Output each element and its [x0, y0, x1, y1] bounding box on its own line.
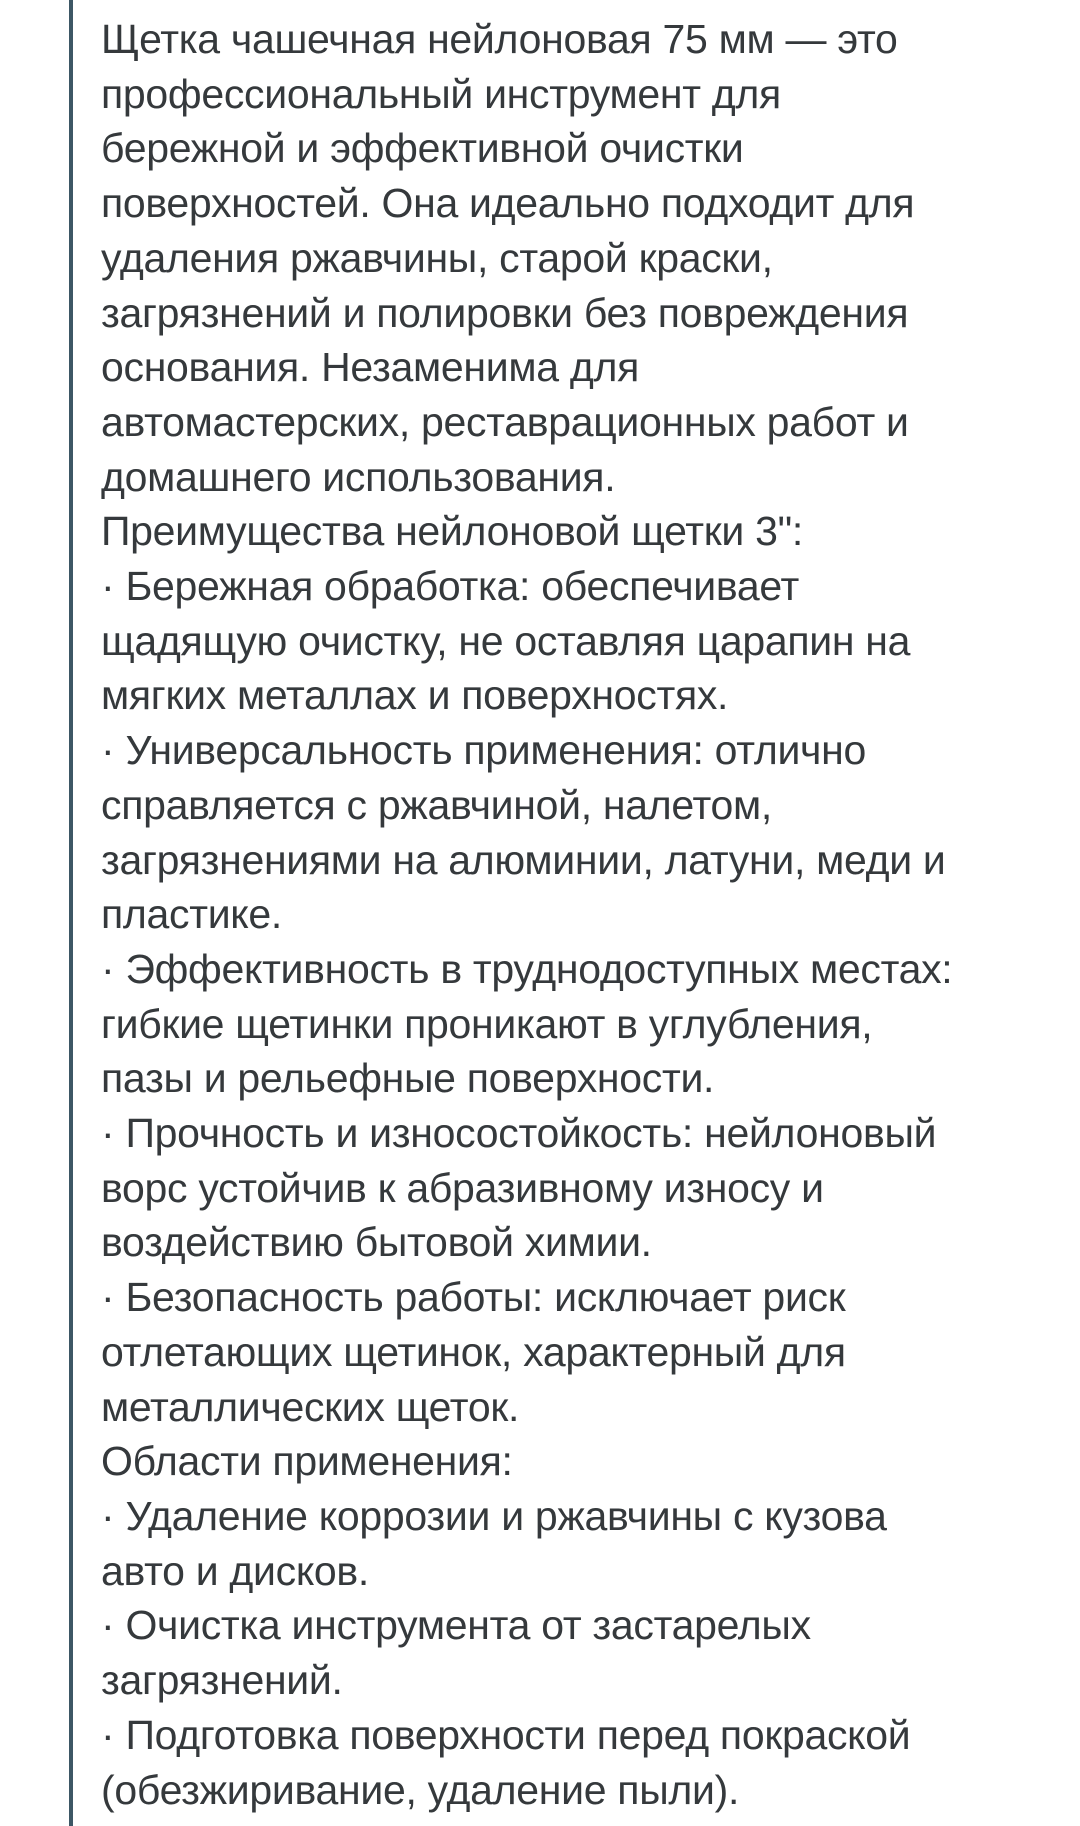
description-text-line: · Очистка инструмента от застарелых	[101, 1602, 811, 1649]
description-text-line: Области применения:	[101, 1438, 513, 1485]
product-description	[101, 0, 1060, 1817]
description-text-line: бережной и эффективной очистки	[101, 125, 744, 172]
description-text-line: ворс устойчив к абразивному износу и	[101, 1164, 824, 1211]
description-text-line: металлических щеток.	[101, 1383, 520, 1430]
description-text-line: пазы и рельефные поверхности.	[101, 1055, 715, 1102]
description-text-line: · Удаление коррозии и ржавчины с кузова	[101, 1492, 887, 1539]
description-text-line: отлетающих щетинок, характерный для	[101, 1328, 846, 1375]
description-text-line: домашнего использования.	[101, 453, 616, 500]
description-text-line: (обезжиривание, удаление пыли).	[101, 1766, 740, 1813]
description-text-line: воздействию бытовой химии.	[101, 1219, 652, 1266]
description-text-line: поверхностей. Она идеально подходит для	[101, 180, 915, 227]
description-text-line: автомастерских, реставрационных работ и	[101, 398, 909, 445]
description-text-line: щадящую очистку, не оставляя царапин на	[101, 617, 911, 664]
description-text-line: гибкие щетинки проникают в углубления,	[101, 1000, 873, 1047]
description-text-line: мягких металлах и поверхностях.	[101, 672, 729, 719]
description-text-line: Щетка чашечная нейлоновая 75 мм — это	[101, 16, 898, 62]
description-text-line: загрязнений.	[101, 1657, 343, 1704]
description-text-line: авто и дисков.	[101, 1547, 369, 1594]
description-text-line: · Прочность и износостойкость: нейлоновый	[101, 1110, 937, 1157]
description-text-line: основания. Незаменима для	[101, 344, 639, 391]
description-text-line: удаления ржавчины, старой краски,	[101, 234, 773, 281]
description-text-line: пластике.	[101, 891, 282, 938]
description-text-line: · Эффективность в труднодоступных местах:	[101, 945, 953, 992]
description-text-line: загрязнений и полировки без повреждения	[101, 289, 909, 336]
description-text-line: справляется с ржавчиной, налетом,	[101, 781, 772, 828]
description-text-line: · Универсальность применения: отлично	[101, 727, 866, 774]
description-text-line: профессиональный инструмент для	[101, 70, 781, 117]
description-text-line: · Безопасность работы: исключает риск	[101, 1274, 846, 1321]
description-text-line: Преимущества нейлоновой щетки 3":	[101, 508, 803, 555]
description-text-line: загрязнениями на алюминии, латуни, меди и	[101, 836, 946, 883]
description-text-line: · Подготовка поверхности перед покраской	[101, 1711, 911, 1758]
description-text-line: · Бережная обработка: обеспечивает	[101, 563, 800, 610]
left-accent-border	[69, 0, 73, 1826]
